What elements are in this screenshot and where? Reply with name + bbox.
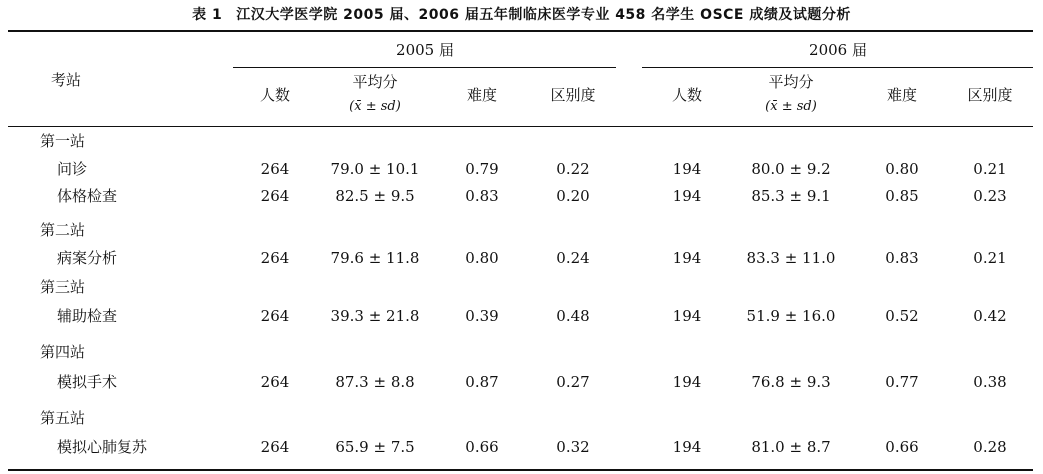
cell-mean-2006: 80.0 ± 9.2: [751, 160, 831, 178]
header-mean-sub-2005: (x̄ ± sd): [349, 99, 401, 114]
header-mean-2005: 平均分: [352, 73, 398, 91]
cell-discrimination-2006: 0.42: [973, 307, 1007, 325]
header-mean-sub-2006: (x̄ ± sd): [765, 99, 817, 114]
header-difficulty-2005: 难度: [466, 86, 498, 104]
cell-discrimination-2005: 0.48: [556, 307, 590, 325]
cell-count-2006: 194: [672, 187, 702, 205]
cell-discrimination-2005: 0.20: [556, 187, 590, 205]
cell-difficulty-2005: 0.66: [465, 438, 499, 456]
group-title: 第三站: [40, 278, 86, 296]
row-name: 体格检查: [57, 187, 118, 205]
row-name: 模拟心肺复苏: [57, 438, 148, 456]
header-year-2006: 2006 届: [809, 41, 867, 59]
cell-mean-2005: 79.0 ± 10.1: [330, 160, 420, 178]
cell-discrimination-2006: 0.21: [973, 160, 1007, 178]
cell-count-2006: 194: [672, 373, 702, 391]
cell-mean-2005: 87.3 ± 8.8: [335, 373, 415, 391]
cell-discrimination-2005: 0.24: [556, 249, 590, 267]
cell-difficulty-2006: 0.80: [885, 160, 919, 178]
header-discrimination-2005: 区别度: [550, 86, 596, 104]
top-rule: [8, 30, 1033, 32]
cell-difficulty-2006: 0.83: [885, 249, 919, 267]
cell-discrimination-2006: 0.28: [973, 438, 1007, 456]
cell-mean-2006: 76.8 ± 9.3: [751, 373, 831, 391]
group-title: 第一站: [40, 132, 86, 150]
cell-difficulty-2005: 0.83: [465, 187, 499, 205]
cell-difficulty-2005: 0.39: [465, 307, 499, 325]
cell-discrimination-2005: 0.27: [556, 373, 590, 391]
header-difficulty-2006: 难度: [886, 86, 918, 104]
row-name: 问诊: [57, 160, 88, 178]
table-number: 表 1: [192, 7, 223, 23]
header-bottom-rule: [8, 126, 1033, 127]
cell-difficulty-2005: 0.87: [465, 373, 499, 391]
cell-difficulty-2005: 0.80: [465, 249, 499, 267]
header-discrimination-2006: 区别度: [967, 86, 1013, 104]
cell-count-2006: 194: [672, 438, 702, 456]
header-station: 考站: [51, 71, 82, 89]
cell-count-2006: 194: [672, 160, 702, 178]
row-name: 辅助检查: [57, 307, 118, 325]
cell-difficulty-2006: 0.85: [885, 187, 919, 205]
cell-difficulty-2005: 0.79: [465, 160, 499, 178]
group-title: 第四站: [40, 343, 86, 361]
cell-mean-2005: 79.6 ± 11.8: [330, 249, 420, 267]
year-2006-rule: [642, 67, 1033, 68]
group-title: 第五站: [40, 409, 86, 427]
header-year-2005: 2005 届: [396, 41, 454, 59]
row-name: 模拟手术: [57, 373, 118, 391]
bottom-rule: [8, 469, 1033, 471]
cell-difficulty-2006: 0.66: [885, 438, 919, 456]
header-count-2006: 人数: [671, 86, 703, 104]
header-count-2005: 人数: [259, 86, 291, 104]
cell-count-2005: 264: [260, 187, 290, 205]
cell-mean-2006: 85.3 ± 9.1: [751, 187, 831, 205]
cell-mean-2006: 81.0 ± 8.7: [751, 438, 831, 456]
table-caption: [0, 4, 1043, 24]
cell-count-2006: 194: [672, 249, 702, 267]
cell-count-2005: 264: [260, 438, 290, 456]
cell-mean-2005: 39.3 ± 21.8: [330, 307, 420, 325]
cell-mean-2005: 65.9 ± 7.5: [335, 438, 415, 456]
group-title: 第二站: [40, 221, 86, 239]
cell-count-2006: 194: [672, 307, 702, 325]
cell-count-2005: 264: [260, 307, 290, 325]
cell-difficulty-2006: 0.77: [885, 373, 919, 391]
cell-mean-2005: 82.5 ± 9.5: [335, 187, 415, 205]
table-title: 江汉大学医学院 2005 届、2006 届五年制临床医学专业 458 名学生 OSCE 成绩及试题分析: [236, 7, 851, 23]
cell-discrimination-2006: 0.38: [973, 373, 1007, 391]
cell-count-2005: 264: [260, 373, 290, 391]
cell-count-2005: 264: [260, 249, 290, 267]
row-name: 病案分析: [57, 249, 118, 267]
cell-discrimination-2006: 0.23: [973, 187, 1007, 205]
cell-discrimination-2005: 0.22: [556, 160, 590, 178]
header-mean-2006: 平均分: [768, 73, 814, 91]
cell-difficulty-2006: 0.52: [885, 307, 919, 325]
cell-mean-2006: 83.3 ± 11.0: [746, 249, 836, 267]
cell-count-2005: 264: [260, 160, 290, 178]
cell-discrimination-2005: 0.32: [556, 438, 590, 456]
year-2005-rule: [233, 67, 616, 68]
cell-discrimination-2006: 0.21: [973, 249, 1007, 267]
cell-mean-2006: 51.9 ± 16.0: [746, 307, 836, 325]
